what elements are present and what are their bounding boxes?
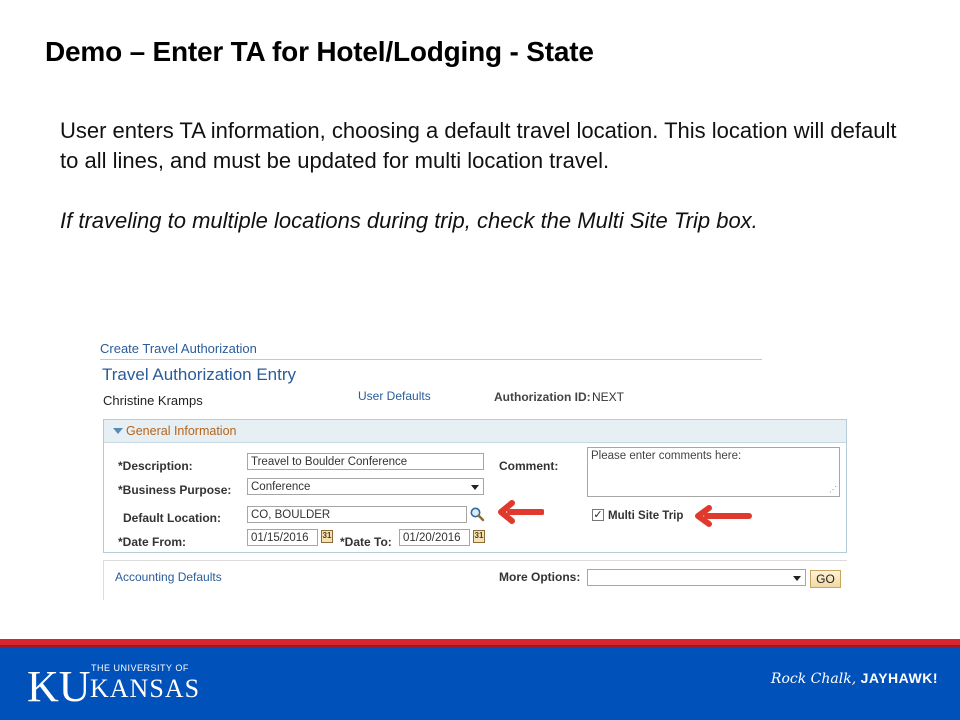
description-input[interactable]: Treavel to Boulder Conference xyxy=(247,453,484,470)
university-line1: THE UNIVERSITY OF xyxy=(91,663,189,673)
business-purpose-label: *Business Purpose: xyxy=(118,483,232,497)
business-purpose-select[interactable] xyxy=(247,478,484,495)
red-arrow-icon xyxy=(496,500,544,524)
comment-textarea[interactable] xyxy=(587,447,840,497)
more-options-label: More Options: xyxy=(499,570,581,584)
multi-site-note: If traveling to multiple locations during trip, check the Multi Site Trip box. xyxy=(60,208,758,233)
tagline-script: Rock Chalk, xyxy=(770,671,857,687)
user-name: Christine Kramps xyxy=(103,393,203,408)
slide-body xyxy=(60,116,900,236)
multi-site-trip-label: Multi Site Trip xyxy=(608,510,684,522)
university-line2: KANSAS xyxy=(90,674,201,703)
accounting-defaults-link[interactable]: Accounting Defaults xyxy=(115,570,222,584)
resize-grip-icon[interactable]: ⋰ xyxy=(829,485,837,494)
go-button[interactable]: GO xyxy=(810,570,841,588)
general-information-header[interactable] xyxy=(104,420,846,443)
user-defaults-link[interactable]: User Defaults xyxy=(358,389,431,403)
date-to-label: *Date To: xyxy=(340,535,392,549)
ku-logo xyxy=(27,659,207,709)
slide-title: Demo – Enter TA for Hotel/Lodging - State xyxy=(45,36,594,67)
footer-tagline xyxy=(771,670,938,687)
page-title: Travel Authorization Entry xyxy=(102,365,297,384)
breadcrumb-divider xyxy=(100,359,762,360)
default-location-input[interactable]: CO, BOULDER xyxy=(247,506,467,523)
footer-banner xyxy=(0,639,960,720)
tagline-caps: JAYHAWK! xyxy=(860,670,938,686)
ku-logo-mark: KU xyxy=(27,662,91,709)
calendar-icon[interactable]: 31 xyxy=(473,530,485,543)
business-purpose-value: Conference xyxy=(251,481,311,493)
comment-placeholder: Please enter comments here: xyxy=(591,450,742,462)
more-options-select[interactable] xyxy=(587,569,806,586)
general-information-group xyxy=(103,419,847,553)
travel-authorization-screenshot xyxy=(96,336,856,601)
footer-red-stripe xyxy=(0,639,960,647)
red-arrow-icon xyxy=(693,505,753,527)
magnifier-icon[interactable] xyxy=(469,506,485,522)
date-from-label: *Date From: xyxy=(118,535,187,549)
breadcrumb[interactable]: Create Travel Authorization xyxy=(100,341,257,356)
chevron-down-icon xyxy=(793,576,801,581)
collapse-triangle-icon[interactable] xyxy=(113,428,123,434)
instruction-paragraph: User enters TA information, choosing a default travel location. This location will default to all lines, and must be updated for multi location travel. xyxy=(60,118,897,173)
authorization-id-value: NEXT xyxy=(592,390,625,404)
general-information-title: General Information xyxy=(126,424,237,438)
date-from-input[interactable]: 01/15/2016 xyxy=(247,529,318,546)
authorization-id-label: Authorization ID: xyxy=(494,390,591,404)
default-location-label: Default Location: xyxy=(123,511,221,525)
chevron-down-icon xyxy=(471,485,479,490)
calendar-icon[interactable]: 31 xyxy=(321,530,333,543)
comment-label: Comment: xyxy=(499,459,559,473)
description-label: *Description: xyxy=(118,459,193,473)
multi-site-trip-checkbox[interactable]: ✓ xyxy=(593,509,603,521)
date-to-input[interactable]: 01/20/2016 xyxy=(399,529,470,546)
